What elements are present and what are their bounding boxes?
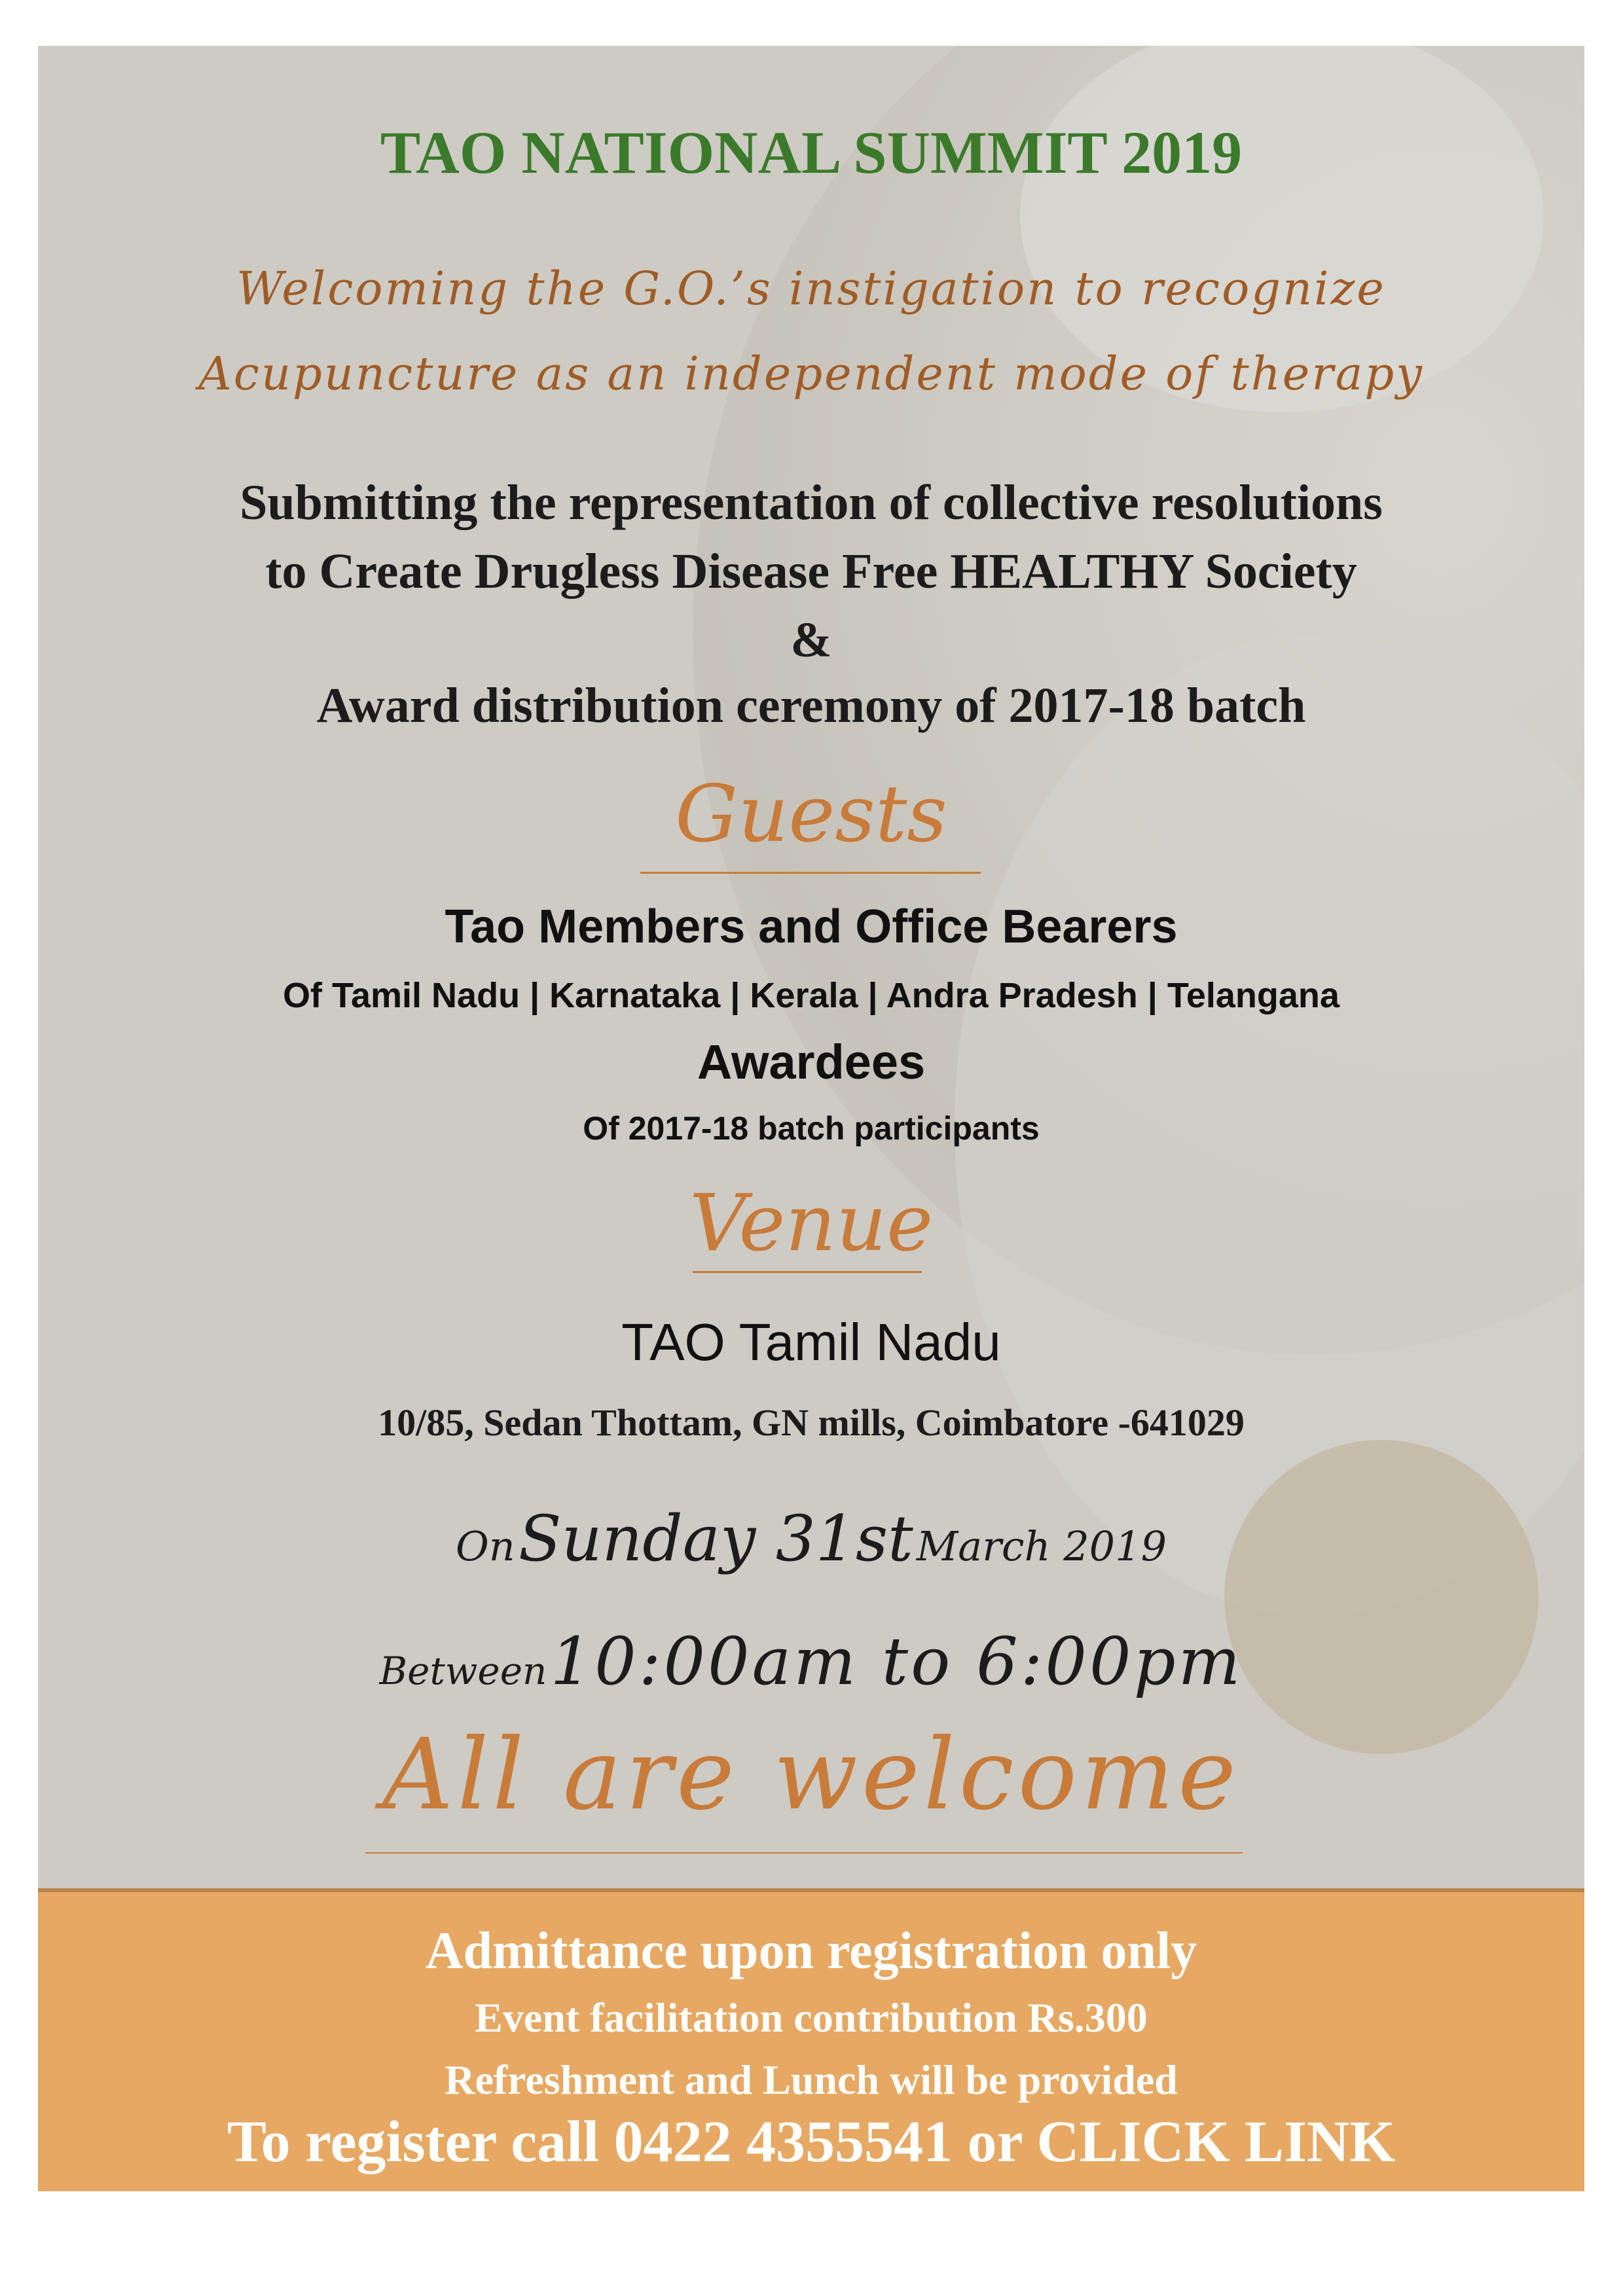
welcome-line-2: Acupuncture as an independent mode of therapy [198, 347, 1424, 401]
refreshment-line: Refreshment and Lunch will be provided [445, 2056, 1178, 2103]
date-day: Sunday 31st [518, 1502, 913, 1575]
venue-heading: Venue [689, 1178, 934, 1269]
register-link[interactable]: To register call 0422 4355541 or CLICK LINK [227, 2109, 1396, 2174]
award-ceremony-line: Award distribution ceremony of 2017-18 batch [316, 678, 1306, 733]
all-welcome: All are welcome [382, 1718, 1240, 1832]
registration-footer [38, 1888, 1584, 2191]
admittance-line: Admittance upon registration only [425, 1922, 1197, 1980]
submission-line-1: Submitting the representation of collective resolutions [240, 475, 1383, 530]
poster [38, 46, 1584, 2191]
time-line [38, 1623, 1584, 1700]
welcome-line-1: Welcoming the G.O.’s instigation to recognize [236, 262, 1386, 315]
states-line: Of Tamil Nadu | Karnataka | Kerala | Andra Pradesh | Telangana [283, 976, 1340, 1015]
date-line [38, 1502, 1584, 1575]
welcome-underline [365, 1852, 1243, 1854]
submission-line-2: to Create Drugless Disease Free HEALTHY Society [265, 544, 1357, 599]
time-range: 10:00am to 6:00pm [550, 1623, 1243, 1700]
batch-line: Of 2017-18 batch participants [583, 1110, 1040, 1147]
members-line: Tao Members and Office Bearers [445, 901, 1178, 953]
guests-underline [640, 872, 981, 874]
venue-underline [693, 1271, 922, 1273]
ampersand: & [790, 613, 832, 668]
guests-heading: Guests [675, 769, 947, 860]
time-between: Between [379, 1649, 547, 1693]
venue-name: TAO Tamil Nadu [621, 1313, 1001, 1371]
date-month-year: March 2019 [916, 1522, 1167, 1570]
venue-address: 10/85, Sedan Thottam, GN mills, Coimbatore -641029 [378, 1401, 1245, 1444]
contribution-line: Event facilitation contribution Rs.300 [475, 1994, 1148, 2041]
background-circle [1224, 1440, 1539, 1754]
awardees-line: Awardees [697, 1035, 926, 1089]
date-on: On [455, 1522, 515, 1570]
summit-title: TAO NATIONAL SUMMIT 2019 [380, 119, 1243, 186]
